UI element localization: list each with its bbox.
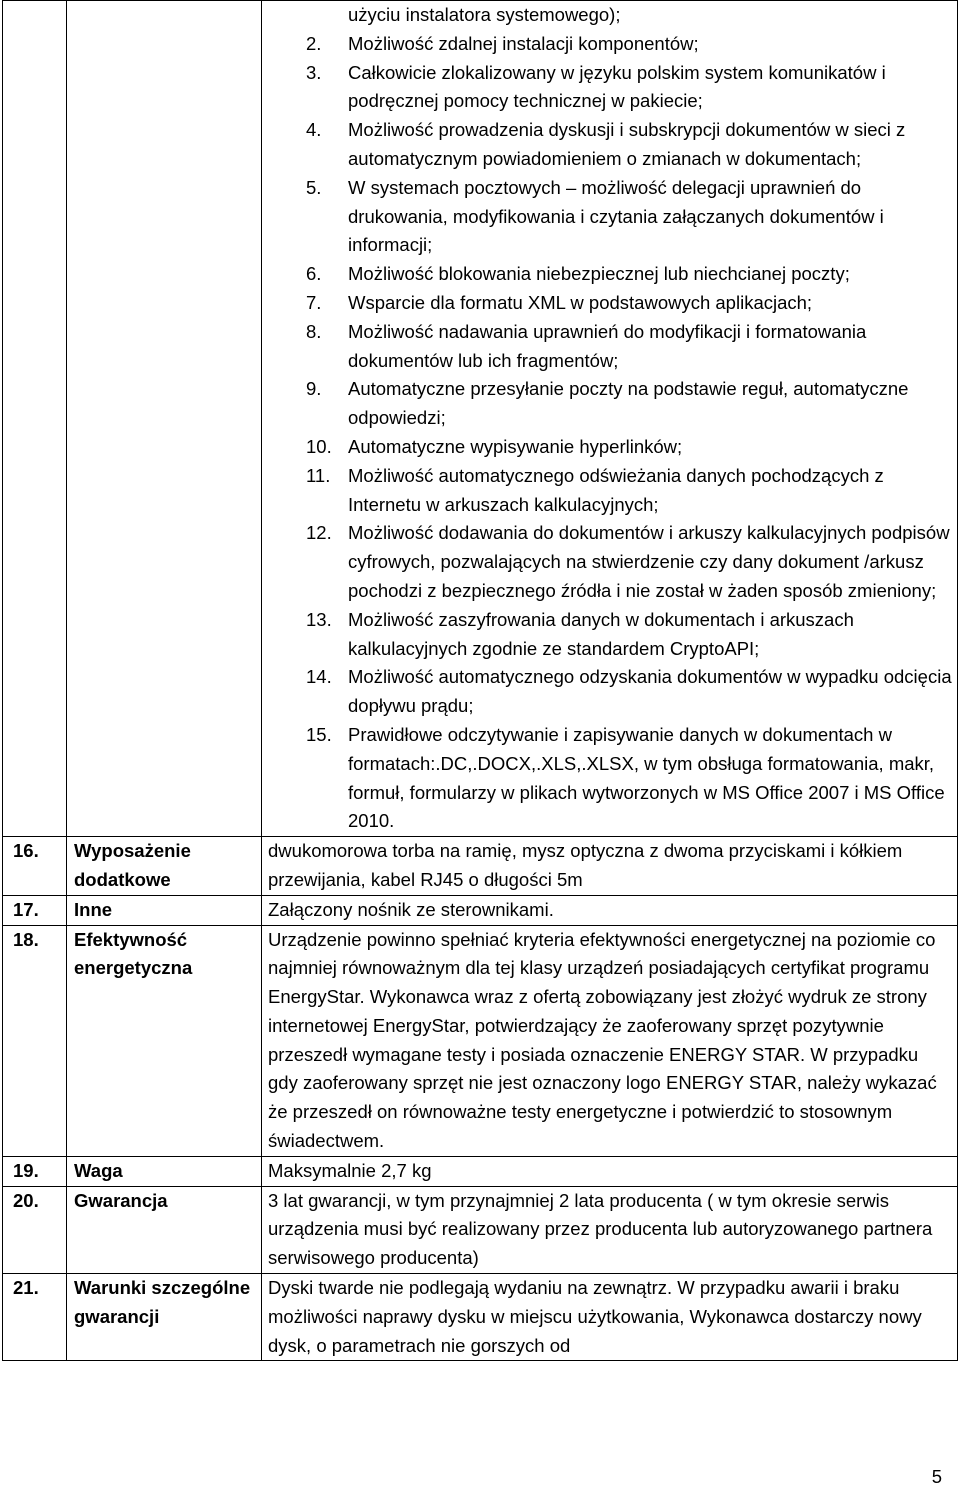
item-number: 10. [306,435,332,457]
item-text: Możliwość automatycznego odzyskania dokumentów w wypadku odcięcia dopływu prądu; [348,666,952,717]
row-number: 17. [3,895,67,925]
item-text: Możliwość zdalnej instalacji komponentów; [348,32,699,54]
list-item [268,30,953,59]
row-number: 18. [3,925,67,1156]
row-number: 16. [3,837,67,896]
list-item [268,318,953,376]
list-item [268,1,953,30]
list-item [268,375,953,433]
table-row [3,1274,958,1361]
item-text: Możliwość nadawania uprawnień do modyfikacji i formatowania dokumentów lub ich fragmentów; [348,320,867,371]
row-name: Gwarancja [67,1186,262,1273]
row-description: Załączony nośnik ze sterownikami. [262,895,958,925]
list-item [268,519,953,605]
item-text: Całkowicie zlokalizowany w języku polskim system komunikatów i podręcznej pomocy technicznej w pakiecie; [348,61,886,112]
row-number: 21. [3,1274,67,1361]
row-name: Efektywność energetyczna [67,925,262,1156]
row-name: Inne [67,895,262,925]
list-item [268,462,953,520]
row-number [3,1,67,837]
item-text: Możliwość prowadzenia dyskusji i subskrypcji dokumentów w sieci z automatycznym powiadomieniem o zmianach w dokumentach; [348,119,906,169]
item-number: 7. [306,291,322,313]
list-item [268,721,953,836]
item-number: 2. [306,32,322,54]
table-row [3,1,958,837]
row-description [262,1,958,837]
table-row [3,1156,958,1186]
row-description: dwukomorowa torba na ramię, mysz optyczna z dwoma przyciskami i kółkiem przewijania, kabel RJ45 o długości 5m [262,837,958,896]
table-row [3,837,958,896]
requirements-list [268,1,953,836]
spec-table [2,0,958,1361]
list-item [268,260,953,289]
item-number: 13. [306,608,332,630]
row-description: 3 lat gwarancji, w tym przynajmniej 2 lata producenta ( w tym okresie serwis urządzenia musi być realizowany przez producenta lub autoryzowanego partnera serwisowego producenta) [262,1186,958,1273]
row-description: Maksymalnie 2,7 kg [262,1156,958,1186]
item-text: Wsparcie dla formatu XML w podstawowych aplikacjach; [348,291,813,313]
item-number: 4. [306,119,322,141]
item-number: 15. [306,723,332,745]
item-text: Automatyczne przesyłanie poczty na podstawie reguł, automatyczne odpowiedzi; [348,378,909,429]
table-row [3,1186,958,1273]
row-name: Wyposażenie dodatkowe [67,837,262,896]
item-number: 5. [306,176,322,198]
item-text: Możliwość zaszyfrowania danych w dokumentach i arkuszach kalkulacyjnych zgodnie ze standardem CryptoAPI; [348,608,854,659]
item-text: W systemach pocztowych – możliwość delegacji uprawnień do drukowania, modyfikowania i czytania załączanych dokumentów i informacji; [348,176,884,256]
list-item [268,289,953,318]
item-number: 11. [306,464,331,486]
item-text: Możliwość blokowania niebezpiecznej lub niechcianej poczty; [348,263,850,285]
item-text: Możliwość dodawania do dokumentów i arkuszy kalkulacyjnych podpisów cyfrowych, pozwalających na stwierdzenie czy dany dokument /arkusz pochodzi z bezpiecznego źródła i nie został w żaden sposób zmieniony; [348,522,950,601]
table-row [3,895,958,925]
item-text: użyciu instalatora systemowego); [348,4,621,25]
row-description: Urządzenie powinno spełniać kryteria efektywności energetycznej na poziomie co najmniej równoważnym dla tej klasy urządzeń posiadających certyfikat programu EnergyStar. Wykonawca wraz z ofertą zobowiązany jest złożyć wydruk ze strony internetowej EnergyStar, potwierdzający że zaoferowany sprzęt pozytywnie przeszedł wymagane testy i posiada oznaczenie ENERGY STAR. W przypadku gdy zaoferowany sprzęt nie jest oznaczony logo ENERGY STAR, należy wykazać że przeszedł on równoważne testy energetyczne i potwierdzić to stosownym świadectwem. [262,925,958,1156]
list-item [268,663,953,721]
list-item [268,116,953,174]
page-number: 5 [931,1466,942,1487]
item-number: 9. [306,378,322,400]
table-row [3,925,958,1156]
item-number: 12. [306,522,332,544]
list-item [268,59,953,117]
list-item [268,433,953,462]
item-text: Możliwość automatycznego odświeżania danych pochodzących z Internetu w arkuszach kalkulacyjnych; [348,464,884,515]
item-text: Prawidłowe odczytywanie i zapisywanie danych w dokumentach w formatach:.DC,.DOCX,.XLS,.XLSX, w tym obsługa formatowania, makr, formuł, formularzy w plikach wytworzonych w MS Office 2007 i MS Office 2010. [348,723,945,832]
row-name: Waga [67,1156,262,1186]
row-number: 19. [3,1156,67,1186]
item-number: 14. [306,666,332,688]
item-number: 8. [306,320,322,342]
row-name [67,1,262,837]
row-number: 20. [3,1186,67,1273]
row-name: Warunki szczególne gwarancji [67,1274,262,1361]
row-description: Dyski twarde nie podlegają wydaniu na zewnątrz. W przypadku awarii i braku możliwości naprawy dysku w miejscu użytkowania, Wykonawca dostarczy nowy dysk, o parametrach nie gorszych od [262,1274,958,1361]
list-item [268,606,953,664]
list-item [268,174,953,260]
item-number: 3. [306,61,322,83]
item-number: 6. [306,263,322,285]
item-text: Automatyczne wypisywanie hyperlinków; [348,435,683,457]
